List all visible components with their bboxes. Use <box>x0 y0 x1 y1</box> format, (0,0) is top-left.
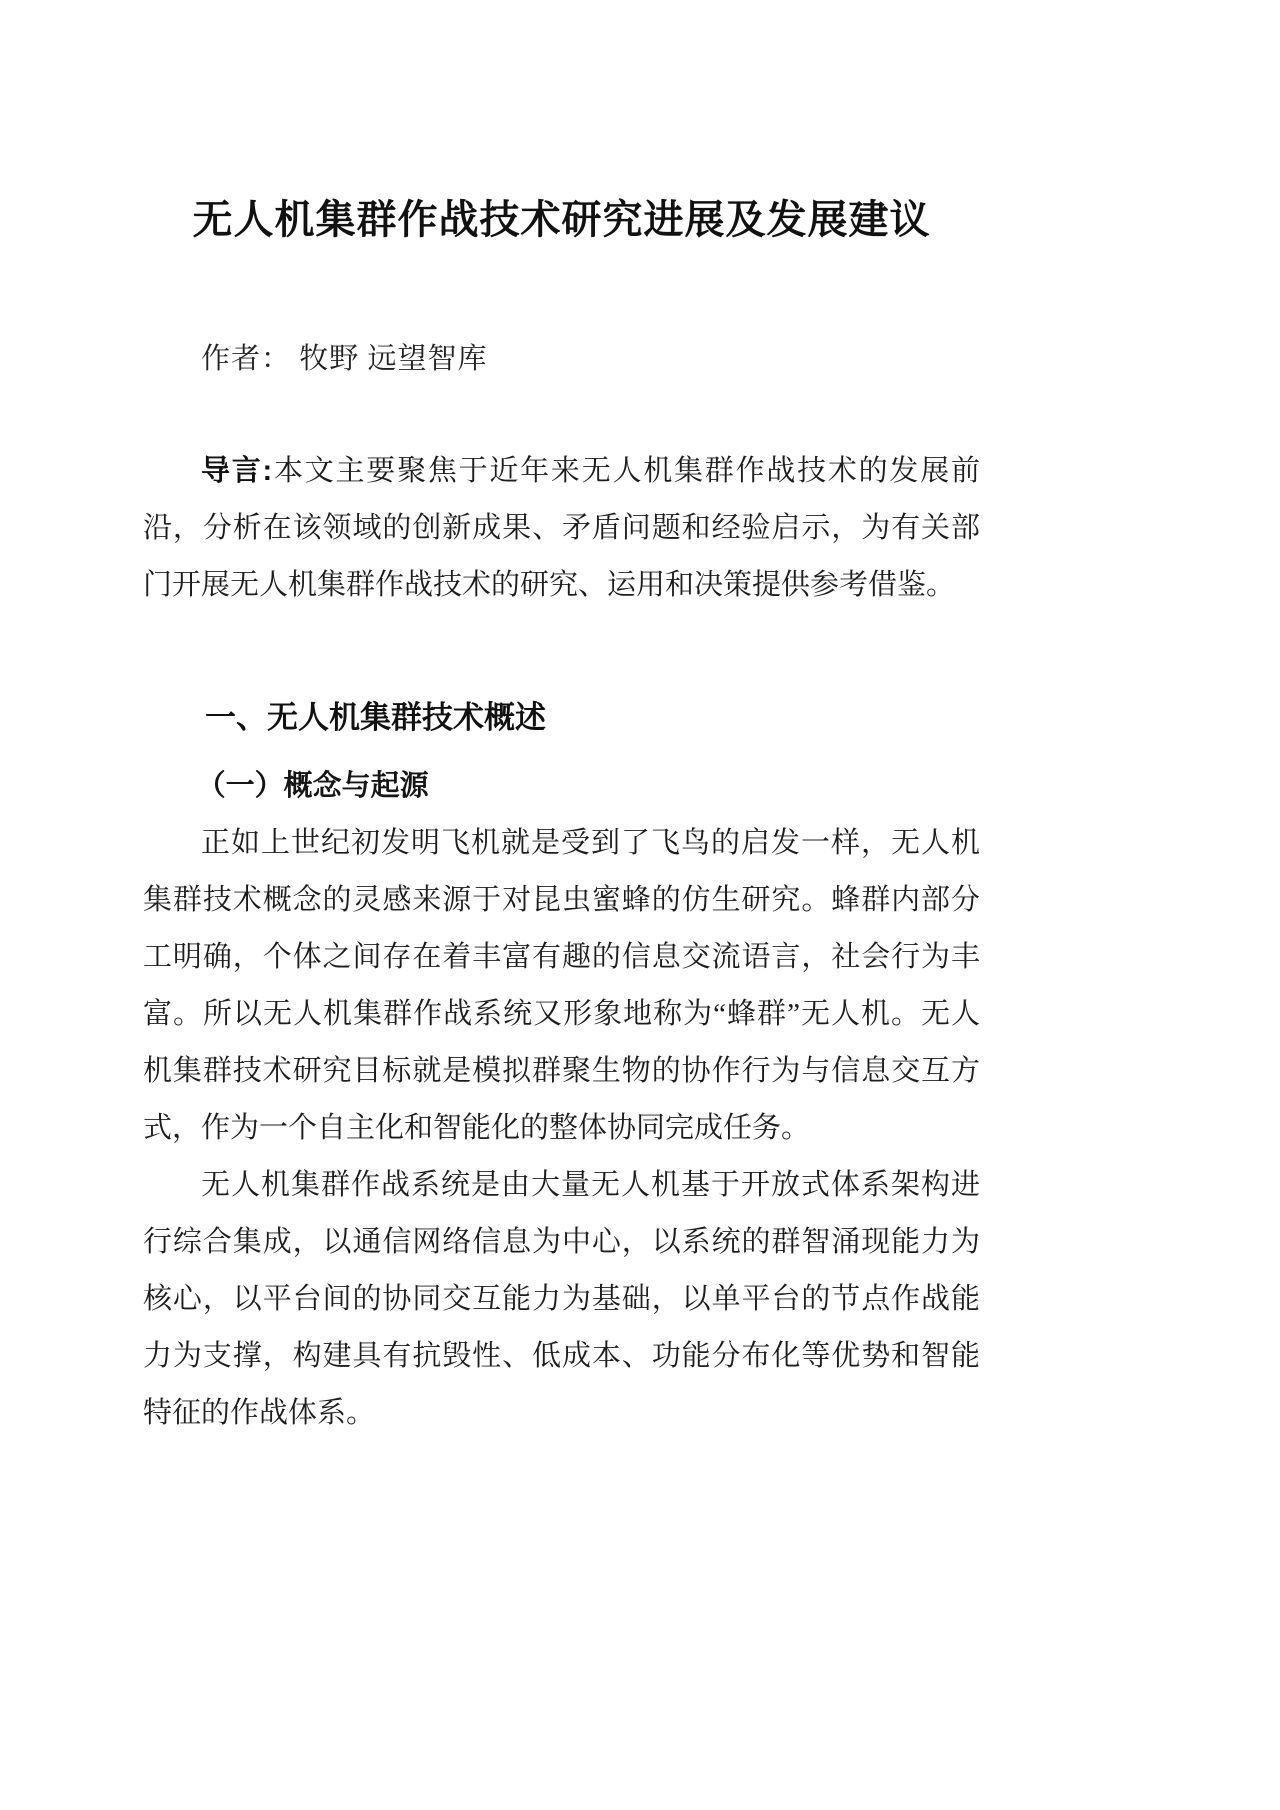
body-paragraph-1: 正如上世纪初发明飞机就是受到了飞鸟的启发一样，无人机集群技术概念的灵感来源于对昆虫蜜蜂的仿生研究。蜂群内部分工明确，个体之间存在着丰富有趣的信息交流语言，社会行为丰富。所以无人机集群作战系统又形象地称为“蜂群”无人机。无人机集群技术研究目标就是模拟群聚生物的协作行为与信息交互方式，作为一个自主化和智能化的整体协同完成任务。 <box>143 827 980 1145</box>
intro-text: 本文主要聚焦于近年来无人机集群作战技术的发展前沿，分析在该领域的创新成果、矛盾问题和经验启示，为有关部门开展无人机集群作战技术的研究、运用和决策提供参考借鉴。 <box>143 455 980 601</box>
body-paragraph-2: 无人机集群作战系统是由大量无人机基于开放式体系架构进行综合集成，以通信网络信息为中心，以系统的群智涌现能力为核心，以平台间的协同交互能力为基础，以单平台的节点作战能力为支撑，构建具有抗毁性、低成本、功能分布化等优势和智能特征的作战体系。 <box>143 1169 980 1430</box>
page-title: 无人机集群作战技术研究进展及发展建议 <box>192 198 931 242</box>
author-line: 作者： 牧野 远望智库 <box>201 343 488 375</box>
intro-paragraph <box>143 443 980 614</box>
subsection-heading: （一）概念与起源 <box>196 770 429 803</box>
section-heading: 一、无人机集群技术概述 <box>205 700 546 735</box>
intro-label: 导言: <box>201 455 273 487</box>
